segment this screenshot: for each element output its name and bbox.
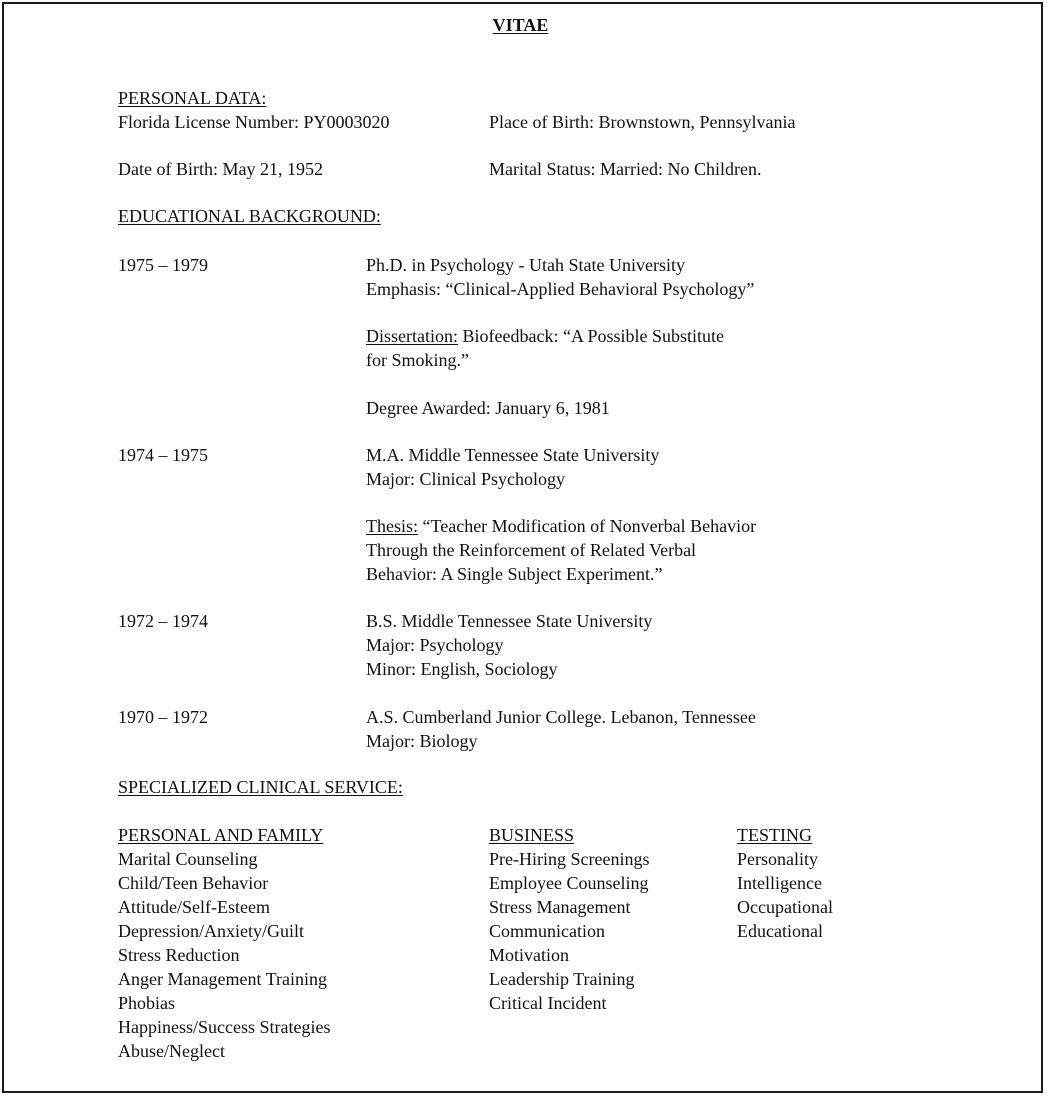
list-item: Marital Counseling: [118, 849, 258, 869]
education-years-bs: 1972 – 1974: [118, 611, 208, 631]
education-years-ma: 1974 – 1975: [118, 445, 208, 465]
bs-major: Major: Psychology: [366, 635, 504, 655]
list-item: Personality: [737, 849, 818, 869]
personal-family-heading: PERSONAL AND FAMILY: [118, 825, 324, 845]
ma-thesis: [366, 514, 756, 538]
license-number: Florida License Number: PY0003020: [118, 112, 390, 132]
clinical-heading: SPECIALIZED CLINICAL SERVICE:: [118, 777, 403, 797]
phd-dissertation: [366, 324, 724, 348]
personal-family-list: [118, 847, 330, 1063]
list-item: Motivation: [489, 945, 569, 965]
dissertation-label: Dissertation:: [366, 326, 458, 346]
education-heading: EDUCATIONAL BACKGROUND:: [118, 206, 381, 226]
dissertation-title: Biofeedback: “A Possible Substitute: [458, 326, 724, 346]
list-item: Communication: [489, 921, 605, 941]
list-item: Employee Counseling: [489, 873, 649, 893]
ma-degree: M.A. Middle Tennessee State University: [366, 445, 660, 465]
list-item: Happiness/Success Strategies: [118, 1017, 331, 1037]
list-item: Critical Incident: [489, 993, 607, 1013]
business-heading: BUSINESS: [489, 825, 575, 845]
list-item: Depression/Anxiety/Guilt: [118, 921, 304, 941]
list-item: Intelligence: [737, 873, 822, 893]
education-years-phd: 1975 – 1979: [118, 255, 208, 275]
ma-major: Major: Clinical Psychology: [366, 469, 565, 489]
bs-minor: Minor: English, Sociology: [366, 659, 558, 679]
place-of-birth: Place of Birth: Brownstown, Pennsylvania: [489, 112, 796, 132]
as-major: Major: Biology: [366, 731, 478, 751]
as-degree: A.S. Cumberland Junior College. Lebanon, Tennessee: [366, 707, 756, 727]
ma-thesis-cont-1: Through the Reinforcement of Related Verbal: [366, 540, 697, 560]
list-item: Anger Management Training: [118, 969, 327, 989]
thesis-title: “Teacher Modification of Nonverbal Behavior: [418, 516, 757, 536]
ma-thesis-cont-2: Behavior: A Single Subject Experiment.”: [366, 564, 663, 584]
list-item: Pre-Hiring Screenings: [489, 849, 650, 869]
phd-emphasis: Emphasis: “Clinical-Applied Behavioral Psychology”: [366, 279, 755, 299]
testing-heading: TESTING: [737, 825, 812, 845]
list-item: Occupational: [737, 897, 833, 917]
document-title: VITAE: [492, 15, 549, 35]
phd-dissertation-cont: for Smoking.”: [366, 350, 469, 370]
list-item: Abuse/Neglect: [118, 1041, 225, 1061]
list-item: Stress Reduction: [118, 945, 240, 965]
list-item: Leadership Training: [489, 969, 635, 989]
phd-degree: Ph.D. in Psychology - Utah State University: [366, 255, 685, 275]
list-item: Educational: [737, 921, 823, 941]
list-item: Attitude/Self-Esteem: [118, 897, 270, 917]
phd-degree-awarded: Degree Awarded: January 6, 1981: [366, 398, 610, 418]
marital-status: Marital Status: Married: No Children.: [489, 159, 762, 179]
list-item: Phobias: [118, 993, 176, 1013]
date-of-birth: Date of Birth: May 21, 1952: [118, 159, 323, 179]
business-list: [489, 847, 649, 1015]
bs-degree: B.S. Middle Tennessee State University: [366, 611, 653, 631]
list-item: Stress Management: [489, 897, 631, 917]
testing-list: [737, 847, 833, 943]
thesis-label: Thesis:: [366, 516, 418, 536]
list-item: Child/Teen Behavior: [118, 873, 269, 893]
education-years-as: 1970 – 1972: [118, 707, 208, 727]
personal-data-heading: PERSONAL DATA:: [118, 88, 267, 108]
